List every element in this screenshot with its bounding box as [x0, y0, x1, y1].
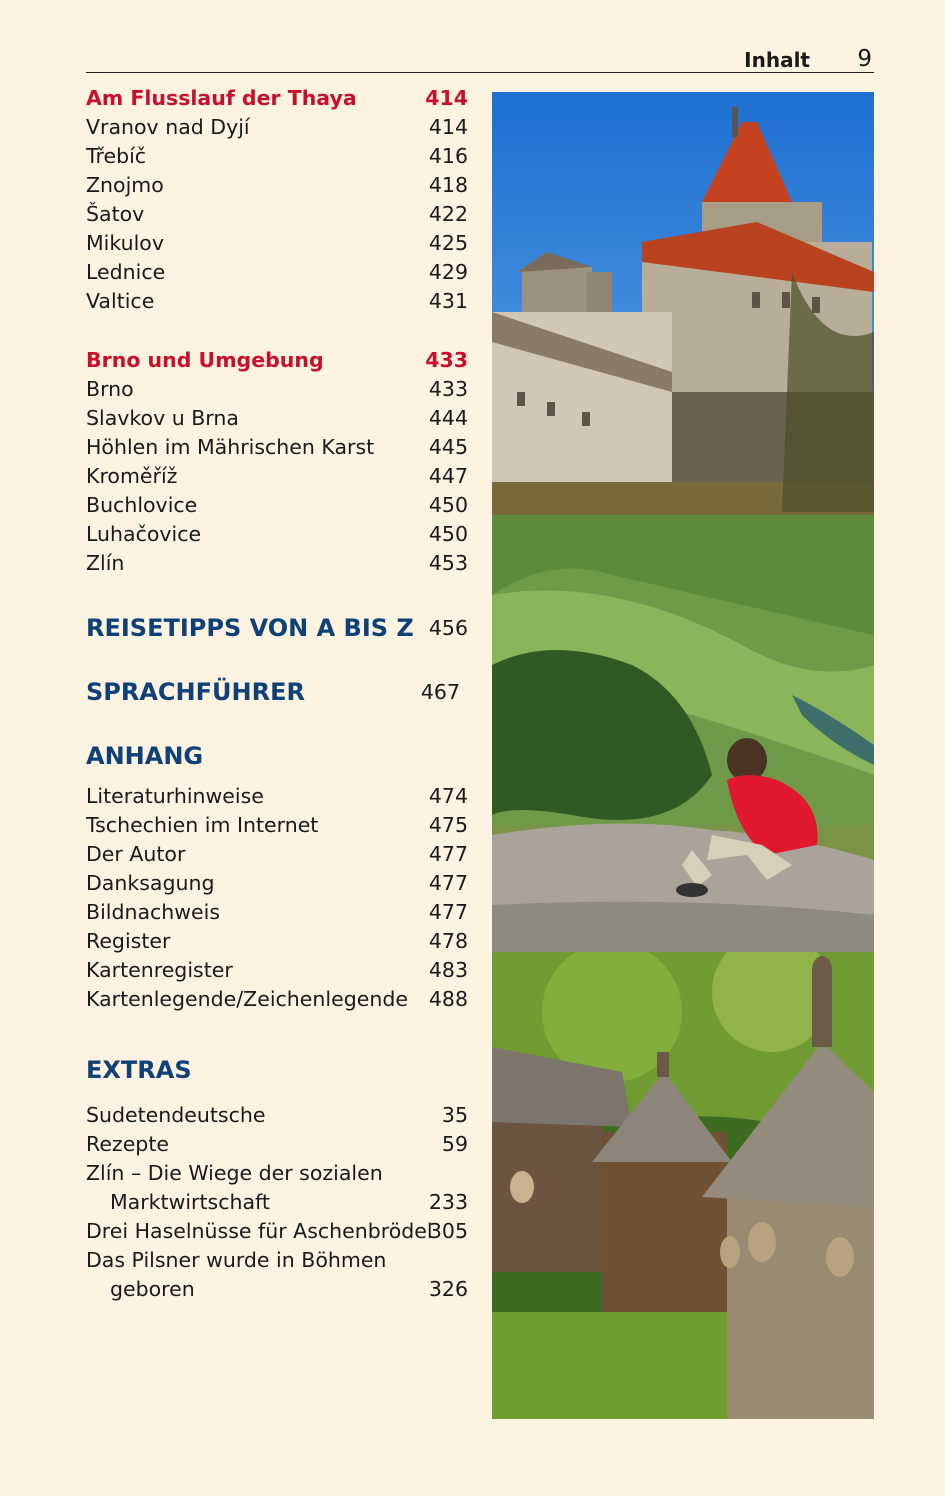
toc-entry-title: Brno [86, 377, 134, 401]
toc-page: 422 [428, 202, 468, 226]
toc-entry[interactable] [86, 869, 468, 898]
toc-entry[interactable] [86, 287, 468, 316]
toc-section-heading[interactable] [86, 84, 468, 113]
toc-entry-title: Kartenregister [86, 958, 233, 982]
toc-entry-title: Vranov nad Dyjí [86, 115, 250, 139]
toc-page: 445 [428, 435, 468, 459]
toc-page: 416 [428, 144, 468, 168]
toc-entry-title: Bildnachweis [86, 900, 221, 924]
toc-entry-title: Höhlen im Mährischen Karst [86, 435, 375, 459]
toc-page: 59 [441, 1132, 468, 1156]
page-number: 9 [857, 46, 872, 72]
spacer [86, 708, 468, 740]
page-header [86, 44, 874, 73]
toc-entry-title: Danksagung [86, 871, 215, 895]
toc-page: 477 [428, 842, 468, 866]
toc-entry[interactable] [86, 462, 468, 491]
toc-entry-continuation[interactable] [86, 1188, 468, 1217]
toc-entry-title: Třebíč [86, 144, 147, 168]
running-head: Inhalt [744, 48, 810, 72]
toc-page: 450 [428, 522, 468, 546]
toc-entry-title: Šatov [86, 202, 145, 226]
toc-page: 450 [428, 493, 468, 517]
toc-entry[interactable] [86, 782, 468, 811]
spacer [86, 644, 468, 676]
toc-entry[interactable] [86, 229, 468, 258]
toc-chapter-extras[interactable] [86, 1054, 468, 1086]
toc-entry-continuation[interactable] [86, 1275, 468, 1304]
toc-page: 425 [428, 231, 468, 255]
chapter-title: ANHANG [86, 742, 204, 770]
toc-entry[interactable] [86, 811, 468, 840]
toc-chapter-anhang[interactable] [86, 740, 468, 772]
toc-entry-title: Zlín – Die Wiege der sozialen [86, 1161, 383, 1185]
toc-page: 35 [441, 1103, 468, 1127]
toc-entry[interactable] [86, 404, 468, 433]
toc-entry[interactable] [86, 549, 468, 578]
toc-page: 433 [425, 348, 468, 372]
toc-page: 431 [428, 289, 468, 313]
toc-entry-title: Drei Haselnüsse für Aschenbrödel [86, 1219, 433, 1243]
toc-entry-title: Luhačovice [86, 522, 202, 546]
toc-chapter-sprachfuehrer[interactable] [86, 676, 468, 708]
toc-entry[interactable] [86, 956, 468, 985]
valley-hiker-photo [492, 515, 874, 952]
toc-page: 453 [428, 551, 468, 575]
spacer [86, 316, 468, 346]
toc-page: 414 [428, 115, 468, 139]
toc-entry[interactable] [86, 433, 468, 462]
castle-photo [492, 92, 874, 515]
toc-entry-title: Buchlovice [86, 493, 198, 517]
wooden-beehives-photo [492, 952, 874, 1419]
toc-entry-title: Literaturhinweise [86, 784, 264, 808]
toc-entry[interactable] [86, 520, 468, 549]
toc-section-heading[interactable] [86, 346, 468, 375]
chapter-title: SPRACHFÜHRER [86, 678, 305, 706]
toc-section-title: Am Flusslauf der Thaya [86, 86, 357, 110]
table-of-contents [86, 84, 468, 1304]
toc-entry-title: Tschechien im Internet [86, 813, 319, 837]
toc-page: 444 [428, 406, 468, 430]
toc-entry-title: Valtice [86, 289, 155, 313]
toc-page: 233 [428, 1190, 468, 1214]
toc-entry-title: Rezepte [86, 1132, 169, 1156]
toc-page: 475 [428, 813, 468, 837]
toc-entry[interactable] [86, 1159, 468, 1188]
chapter-title: REISETIPPS VON A BIS Z [86, 614, 414, 642]
toc-entry[interactable] [86, 1101, 468, 1130]
toc-entry[interactable] [86, 1246, 468, 1275]
toc-entry[interactable] [86, 491, 468, 520]
toc-page: 467 [420, 680, 460, 704]
toc-entry-title: Kartenlegende/Zeichenlegende [86, 987, 408, 1011]
toc-page: 478 [428, 929, 468, 953]
toc-entry[interactable] [86, 171, 468, 200]
toc-entry[interactable] [86, 985, 468, 1014]
spacer [86, 1086, 468, 1101]
photo-column [492, 92, 874, 1419]
toc-page: 326 [428, 1277, 468, 1301]
toc-page: 483 [428, 958, 468, 982]
toc-entry[interactable] [86, 113, 468, 142]
toc-section-title: Brno und Umgebung [86, 348, 324, 372]
toc-entry[interactable] [86, 898, 468, 927]
toc-page: 477 [428, 871, 468, 895]
toc-entry-title: Kroměříž [86, 464, 178, 488]
toc-entry[interactable] [86, 142, 468, 171]
toc-entry[interactable] [86, 1130, 468, 1159]
toc-page: 414 [425, 86, 468, 110]
toc-page: 433 [428, 377, 468, 401]
toc-entry-title: Lednice [86, 260, 166, 284]
toc-entry-title: Znojmo [86, 173, 164, 197]
toc-page: 429 [428, 260, 468, 284]
toc-page: 477 [428, 900, 468, 924]
spacer [86, 1014, 468, 1054]
toc-entry-title: Sudetendeutsche [86, 1103, 266, 1127]
toc-entry-title: Zlín [86, 551, 125, 575]
toc-page: 305 [428, 1219, 468, 1243]
spacer [86, 578, 468, 612]
toc-entry[interactable] [86, 927, 468, 956]
toc-entry-title: Das Pilsner wurde in Böhmen [86, 1248, 387, 1272]
toc-entry-title: Marktwirtschaft [110, 1190, 270, 1214]
spacer [86, 772, 468, 782]
toc-entry[interactable] [86, 375, 468, 404]
toc-entry-title: Mikulov [86, 231, 164, 255]
toc-page: 418 [428, 173, 468, 197]
toc-entry[interactable] [86, 1217, 468, 1246]
toc-entry-title: Register [86, 929, 171, 953]
toc-page: 474 [428, 784, 468, 808]
toc-entry[interactable] [86, 200, 468, 229]
toc-entry[interactable] [86, 840, 468, 869]
toc-page: 447 [428, 464, 468, 488]
toc-entry[interactable] [86, 258, 468, 287]
toc-chapter-reisetipps[interactable] [86, 612, 468, 644]
toc-entry-title: geboren [110, 1277, 195, 1301]
toc-entry-title: Slavkov u Brna [86, 406, 239, 430]
toc-page: 456 [428, 616, 468, 640]
chapter-title: EXTRAS [86, 1056, 192, 1084]
toc-entry-title: Der Autor [86, 842, 186, 866]
toc-page: 488 [428, 987, 468, 1011]
